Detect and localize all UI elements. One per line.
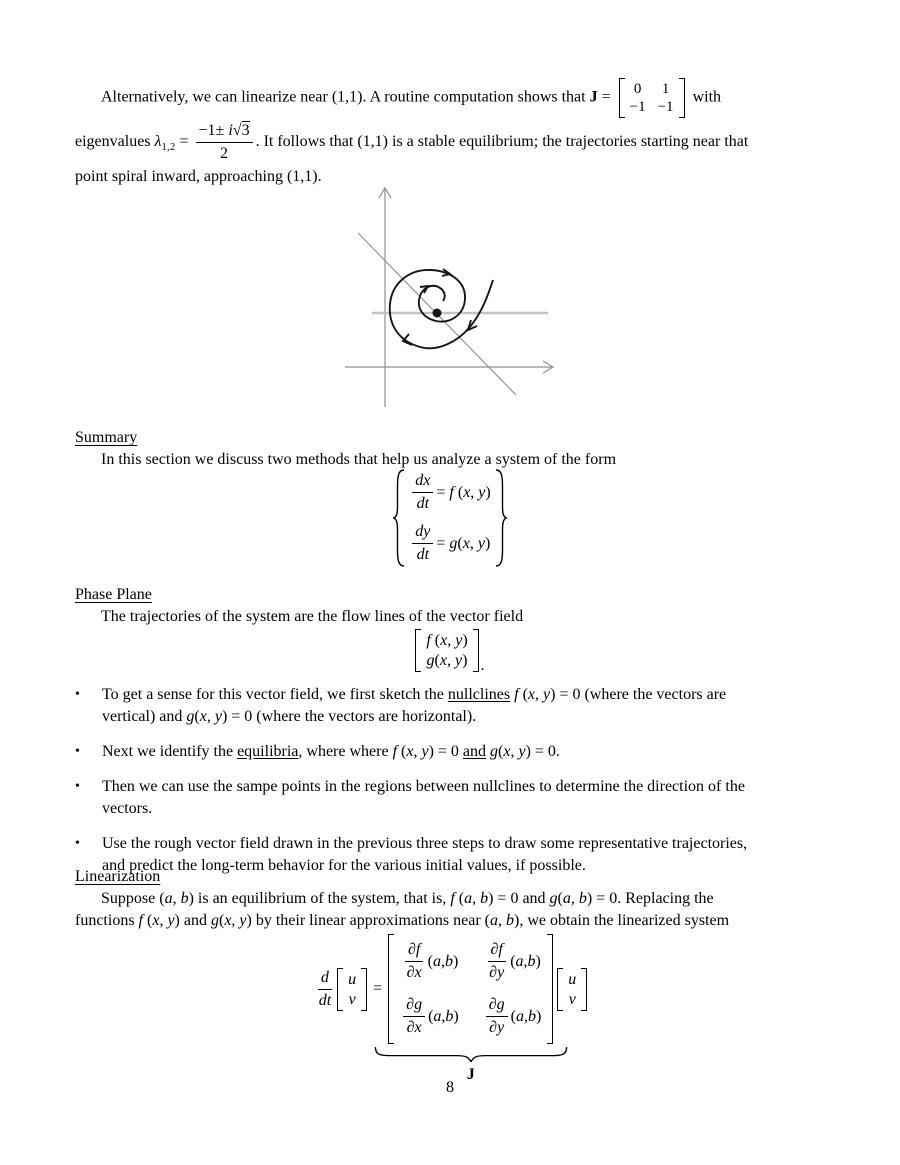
right-curly-brace — [494, 468, 507, 568]
ddt-fraction — [316, 968, 334, 1011]
jacobian-label: J — [466, 1066, 475, 1083]
matrix-cell: 0 — [633, 81, 642, 97]
list-item-line: and predict the long-term behavior for the various initial values, if possible. — [102, 857, 586, 874]
dxdt-fraction — [412, 471, 433, 514]
right-bracket — [581, 968, 587, 1011]
linearization-heading: Linearization — [75, 868, 161, 885]
column-vector — [415, 629, 478, 672]
matrix-cell: $\frac{\partial f}{\partial y}$ (a,b) — [489, 941, 541, 981]
page-number: 8 — [446, 1079, 454, 1096]
right-bracket — [679, 78, 685, 118]
list-item-line: Then we can use the sampe points in the regions between nullclines to determine the direction of the — [102, 778, 745, 795]
uv-vector — [557, 968, 587, 1011]
linearization-section — [75, 866, 875, 932]
vector-cells — [425, 629, 468, 672]
fraction-numerator: dy — [412, 522, 433, 544]
matrix-cell: 1 — [661, 81, 670, 97]
left-bracket — [557, 968, 563, 1011]
jacobian-matrix-wrap — [388, 934, 553, 1083]
phase-plane-section — [75, 584, 865, 628]
list-item-text — [102, 776, 745, 820]
paragraph-line — [75, 121, 865, 164]
matrix-cells — [629, 78, 675, 118]
equilibrium-point — [433, 309, 442, 318]
vector-cell: v — [568, 990, 576, 1008]
list-item-line: vectors. — [102, 800, 153, 817]
phase-plane-intro: The trajectories of the system are the flow lines of the vector field — [101, 608, 524, 625]
vector-cell: v — [348, 990, 356, 1008]
linearization-line: Suppose (a, b) is an equilibrium of the system, that is, f (a, b) = 0 and g(a, b) = 0. Replacing the — [101, 890, 714, 907]
method-bullet-list — [75, 684, 875, 890]
paragraph-line — [75, 78, 865, 118]
list-item-line: To get a sense for this vector field, we first sketch the nullclines f (x, y) = 0 (where the vectors are — [102, 686, 727, 703]
left-bracket — [337, 968, 343, 1011]
vector-cells — [567, 968, 577, 1011]
paragraph-linearization-near-11 — [75, 78, 865, 188]
vector-cell: g(x, y) — [426, 652, 468, 669]
text-run: Alternatively, we can linearize near (1,1). A routine computation shows that J = — [101, 88, 615, 106]
text-run: . It follows that (1,1) is a stable equilibrium; the trajectories starting near that — [255, 133, 749, 151]
matrix-cell: $\frac{\partial f}{\partial x}$ (a,b) — [406, 941, 459, 981]
list-item-line: Use the rough vector field drawn in the previous three steps to draw some representative trajectories, — [102, 835, 748, 852]
phase-plane-heading: Phase Plane — [75, 586, 152, 603]
fraction-denominator: dt — [416, 495, 430, 512]
bullet-icon: • — [75, 779, 80, 794]
system-equation — [0, 468, 900, 568]
system-row — [409, 471, 490, 514]
list-item — [75, 741, 875, 763]
uv-vector — [337, 968, 367, 1011]
jacobian-matrix-inline — [619, 78, 685, 118]
underbrace-icon — [373, 1046, 569, 1062]
list-item-text — [102, 741, 560, 763]
linearized-system-equation — [0, 934, 900, 1083]
fraction-numerator: −1± i√3 — [196, 121, 253, 143]
list-item — [75, 684, 875, 728]
vector-cell: f (x, y) — [426, 632, 468, 649]
equation-row — [313, 934, 588, 1083]
list-item-line: Next we identify the equilibria, where where f (x, y) = 0 and g(x, y) = 0. — [102, 743, 560, 760]
equation-rhs: = f (x, y) — [436, 483, 491, 501]
equation-rhs: = g(x, y) — [436, 534, 491, 552]
dydt-fraction — [412, 522, 433, 565]
jacobian-matrix — [388, 934, 553, 1044]
matrix-cell: −1 — [657, 99, 674, 115]
right-bracket — [547, 934, 553, 1044]
summary-section — [75, 427, 865, 471]
linearization-line: functions f (x, y) and g(x, y) by their linear approximations near (a, b), we obtain the linearized system — [75, 912, 730, 929]
vector-cell: u — [348, 970, 357, 988]
matrix-cells — [398, 934, 543, 1044]
sentence-period: . — [480, 657, 485, 674]
system-row — [409, 522, 490, 565]
fraction-numerator: d — [318, 968, 332, 990]
list-item-text — [102, 684, 726, 728]
vector-cells — [347, 968, 357, 1011]
bullet-icon: • — [75, 744, 80, 759]
fraction-denominator: dt — [318, 991, 332, 1009]
left-bracket — [415, 629, 421, 672]
left-curly-brace — [393, 468, 406, 568]
system-rows — [409, 471, 490, 565]
eigenvalue-fraction — [196, 121, 253, 164]
right-bracket — [361, 968, 367, 1011]
vector-cell: u — [568, 970, 577, 988]
bullet-icon: • — [75, 836, 80, 851]
text-run: eigenvalues $\lambda_{1,2}$ = — [75, 133, 193, 154]
right-bracket — [473, 629, 479, 672]
matrix-cell: $\frac{\partial g}{\partial y}$ (a,b) — [483, 995, 542, 1038]
list-item-line: vertical) and g(x, y) = 0 (where the vectors are horizontal). — [102, 708, 477, 725]
phase-portrait-figure — [338, 183, 563, 411]
list-item — [75, 776, 875, 820]
paragraph-line: point spiral inward, approaching (1,1). — [75, 168, 322, 185]
left-bracket — [388, 934, 394, 1044]
fraction-denominator: 2 — [220, 145, 229, 162]
fraction-denominator: dt — [416, 546, 430, 563]
matrix-cell: $\frac{\partial g}{\partial x}$ (a,b) — [400, 995, 459, 1038]
fraction-numerator: dx — [412, 471, 433, 493]
summary-heading: Summary — [75, 429, 138, 446]
left-bracket — [619, 78, 625, 118]
text-run: with — [692, 88, 722, 106]
matrix-cell: −1 — [629, 99, 646, 115]
summary-intro: In this section we discuss two methods that help us analyze a system of the form — [101, 451, 617, 468]
equals-sign: = — [373, 980, 383, 997]
vector-field-matrix — [0, 629, 900, 672]
bullet-icon: • — [75, 687, 80, 702]
